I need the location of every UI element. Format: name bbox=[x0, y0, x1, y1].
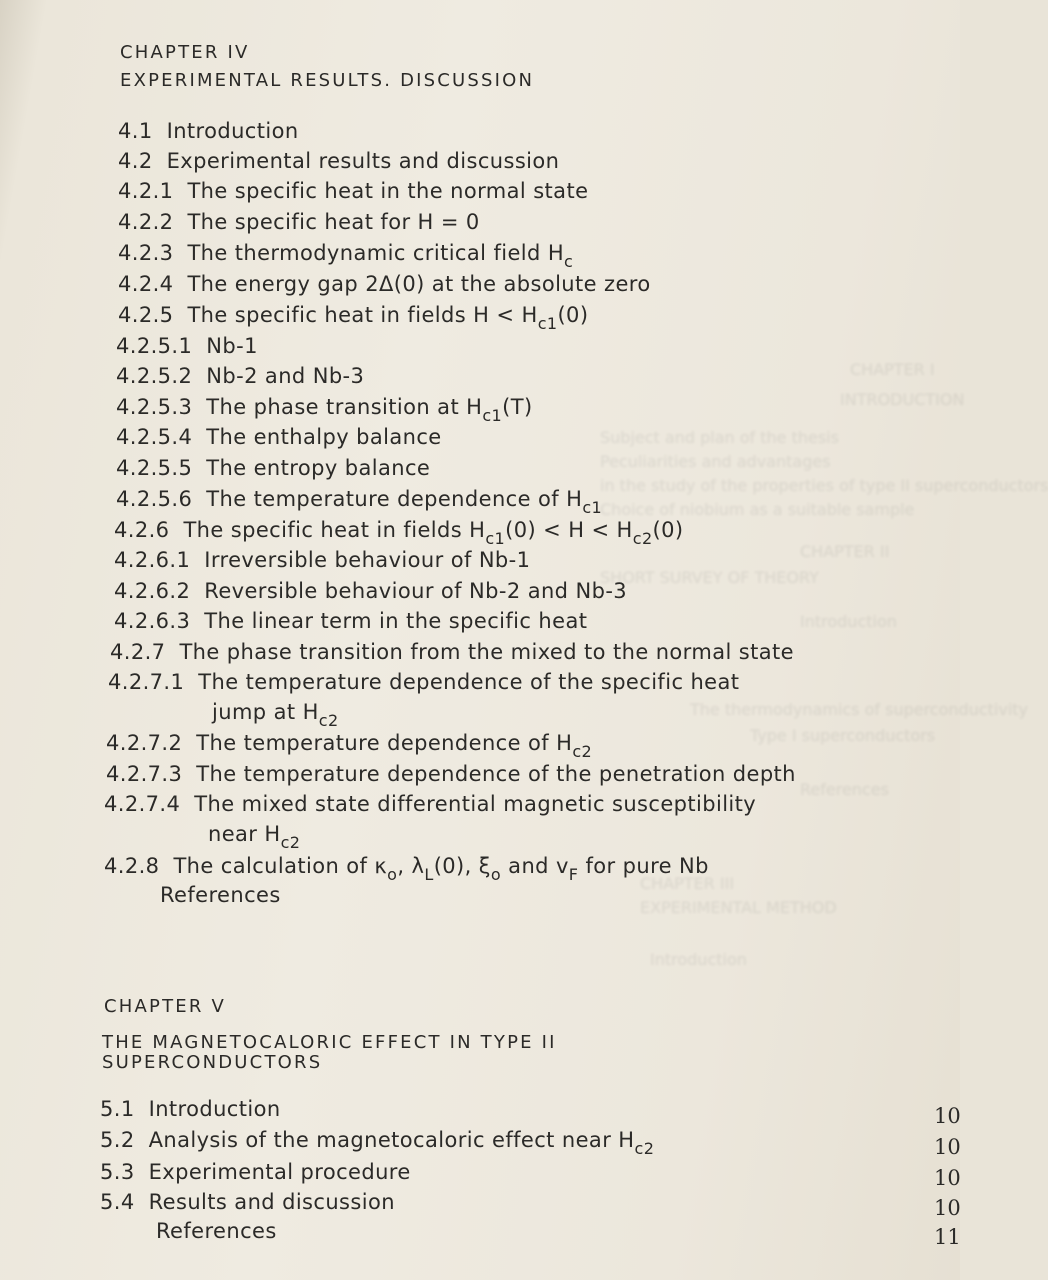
toc-number: 5.1 bbox=[100, 1097, 135, 1121]
bleed-line: CHAPTER I bbox=[850, 360, 935, 379]
bleed-line: CHAPTER II bbox=[800, 542, 890, 561]
toc-title: The enthalpy balance bbox=[206, 425, 442, 449]
toc-title: The specific heat for H = 0 bbox=[187, 210, 480, 234]
toc-title: The energy gap 2Δ(0) at the absolute zero bbox=[187, 272, 651, 296]
toc-number: 4.2.6.1 bbox=[114, 548, 191, 572]
toc-number: 4.2.3 bbox=[118, 241, 174, 265]
toc-title: The specific heat in fields H < H bbox=[187, 303, 538, 327]
toc-number: 4.2.4 bbox=[118, 272, 174, 296]
page-number: 10 bbox=[934, 1135, 961, 1159]
toc-title: The mixed state differential magnetic susceptibility bbox=[194, 792, 757, 816]
toc-title-tail: and v bbox=[501, 854, 569, 878]
toc-number: 4.2.5.5 bbox=[116, 456, 193, 480]
toc-number: 5.3 bbox=[100, 1160, 135, 1184]
toc-title: Introduction bbox=[166, 119, 299, 143]
toc-title: near H bbox=[208, 822, 281, 846]
bleed-line: References bbox=[800, 780, 889, 799]
toc-number: 5.4 bbox=[100, 1190, 135, 1214]
page-number: 10 bbox=[934, 1166, 961, 1190]
toc-number: 4.2.5 bbox=[118, 303, 174, 327]
toc-number: 4.2.6.2 bbox=[114, 579, 191, 603]
toc-title: The temperature dependence of H bbox=[196, 731, 573, 755]
subscript: o bbox=[490, 865, 502, 884]
toc-number: 4.2.2 bbox=[118, 210, 174, 234]
toc-number: 4.2.6 bbox=[114, 518, 170, 542]
bleed-line: Peculiarities and advantages bbox=[600, 452, 831, 471]
bleed-line: CHAPTER III bbox=[640, 874, 735, 893]
toc-entry bbox=[100, 1097, 281, 1121]
subscript: c1 bbox=[582, 498, 603, 517]
toc-title: The temperature dependence of H bbox=[206, 487, 583, 511]
subscript: L bbox=[424, 865, 434, 884]
subscript: c bbox=[564, 252, 574, 271]
toc-title-tail: (T) bbox=[502, 395, 533, 419]
toc-number: 5.2 bbox=[100, 1128, 135, 1152]
toc-title: Irreversible behaviour of Nb-1 bbox=[204, 548, 531, 572]
bleed-line: SHORT SURVEY OF THEORY bbox=[600, 568, 819, 587]
toc-title: References bbox=[160, 883, 281, 907]
subscript: F bbox=[568, 865, 579, 884]
subscript: c2 bbox=[572, 742, 593, 761]
toc-number: 4.2.8 bbox=[104, 854, 160, 878]
toc-title: The phase transition from the mixed to the normal state bbox=[179, 640, 794, 664]
bleed-line: Choice of niobium as a suitable sample bbox=[600, 500, 915, 519]
chapter-5-label: CHAPTER V bbox=[104, 996, 226, 1017]
toc-number: 4.2.5.2 bbox=[116, 364, 193, 388]
toc-entry-references bbox=[156, 1219, 277, 1243]
toc-title: The entropy balance bbox=[206, 456, 431, 480]
toc-title-tail: (0), ξ bbox=[433, 854, 491, 878]
toc-number: 4.2.5.4 bbox=[116, 425, 193, 449]
chapter-5-title-line-1: THE MAGNETOCALORIC EFFECT IN TYPE II bbox=[102, 1032, 557, 1053]
toc-number: 4.2.7.3 bbox=[106, 762, 183, 786]
toc-title: The temperature dependence of the specific heat bbox=[198, 670, 740, 694]
toc-title: Experimental procedure bbox=[148, 1160, 411, 1184]
toc-title: The temperature dependence of the penetration depth bbox=[196, 762, 796, 786]
toc-title: Nb-1 bbox=[206, 334, 258, 358]
subscript: c2 bbox=[318, 711, 339, 730]
toc-number: 4.2.7.2 bbox=[106, 731, 183, 755]
subscript: o bbox=[387, 865, 398, 884]
toc-number: 4.1 bbox=[118, 119, 153, 143]
toc-number: 4.2.1 bbox=[118, 179, 174, 203]
toc-title-tail: (0) bbox=[557, 303, 589, 327]
toc-number: 4.2.5.6 bbox=[116, 487, 193, 511]
subscript: c1 bbox=[485, 529, 506, 548]
toc-title-tail: for pure Nb bbox=[578, 854, 709, 878]
subscript: c1 bbox=[482, 406, 503, 425]
bleed-line: Subject and plan of the thesis bbox=[600, 428, 839, 447]
toc-title: Reversible behaviour of Nb-2 and Nb-3 bbox=[204, 579, 628, 603]
subscript: c2 bbox=[634, 1139, 655, 1158]
page-number: 10 bbox=[934, 1104, 961, 1128]
toc-title: Analysis of the magnetocaloric effect near H bbox=[148, 1128, 635, 1152]
toc-number: 4.2.7.1 bbox=[108, 670, 185, 694]
toc-title: The calculation of κ bbox=[173, 854, 388, 878]
subscript: c1 bbox=[537, 314, 558, 333]
toc-title: Nb-2 and Nb-3 bbox=[206, 364, 365, 388]
toc-title: Experimental results and discussion bbox=[166, 149, 560, 173]
toc-title: jump at H bbox=[212, 700, 319, 724]
subscript: c2 bbox=[632, 529, 653, 548]
chapter-5-title-line-2: SUPERCONDUCTORS bbox=[102, 1052, 323, 1073]
toc-title: Introduction bbox=[148, 1097, 281, 1121]
page-number-column bbox=[934, 1090, 960, 1260]
bleed-line: EXPERIMENTAL METHOD bbox=[640, 898, 837, 917]
toc-title-tail: (0) bbox=[652, 518, 684, 542]
toc-title: Results and discussion bbox=[148, 1190, 395, 1214]
subscript: c2 bbox=[280, 833, 301, 852]
toc-title-tail: , λ bbox=[397, 854, 425, 878]
bleed-line: Type I superconductors bbox=[750, 726, 936, 745]
toc-number: 4.2.6.3 bbox=[114, 609, 191, 633]
toc-entry bbox=[100, 1160, 411, 1184]
bleed-line: in the study of the properties of type II superconductors bbox=[600, 476, 1048, 495]
toc-number: 4.2.5.1 bbox=[116, 334, 193, 358]
chapter-4-label: CHAPTER IV bbox=[120, 42, 250, 63]
toc-entry bbox=[100, 1128, 654, 1158]
bleed-line: Introduction bbox=[800, 612, 897, 631]
chapter-4-title: EXPERIMENTAL RESULTS. DISCUSSION bbox=[120, 70, 535, 91]
toc-title: The specific heat in the normal state bbox=[187, 179, 589, 203]
toc-title: The phase transition at H bbox=[206, 395, 483, 419]
toc-title-tail: (0) < H < H bbox=[505, 518, 633, 542]
toc-title: The specific heat in fields H bbox=[183, 518, 486, 542]
bleed-line: The thermodynamics of superconductivity bbox=[690, 700, 1028, 719]
toc-title: The linear term in the specific heat bbox=[204, 609, 588, 633]
toc-title: The thermodynamic critical field H bbox=[187, 241, 565, 265]
bleed-line: Introduction bbox=[650, 950, 747, 969]
bleed-line: INTRODUCTION bbox=[840, 390, 965, 409]
toc-entry bbox=[100, 1190, 395, 1214]
toc-title: References bbox=[156, 1219, 277, 1243]
toc-number: 4.2.7 bbox=[110, 640, 166, 664]
page-number: 10 bbox=[934, 1196, 961, 1220]
page-number: 11 bbox=[934, 1225, 961, 1249]
toc-number: 4.2.7.4 bbox=[104, 792, 181, 816]
toc-number: 4.2.5.3 bbox=[116, 395, 193, 419]
toc-number: 4.2 bbox=[118, 149, 153, 173]
